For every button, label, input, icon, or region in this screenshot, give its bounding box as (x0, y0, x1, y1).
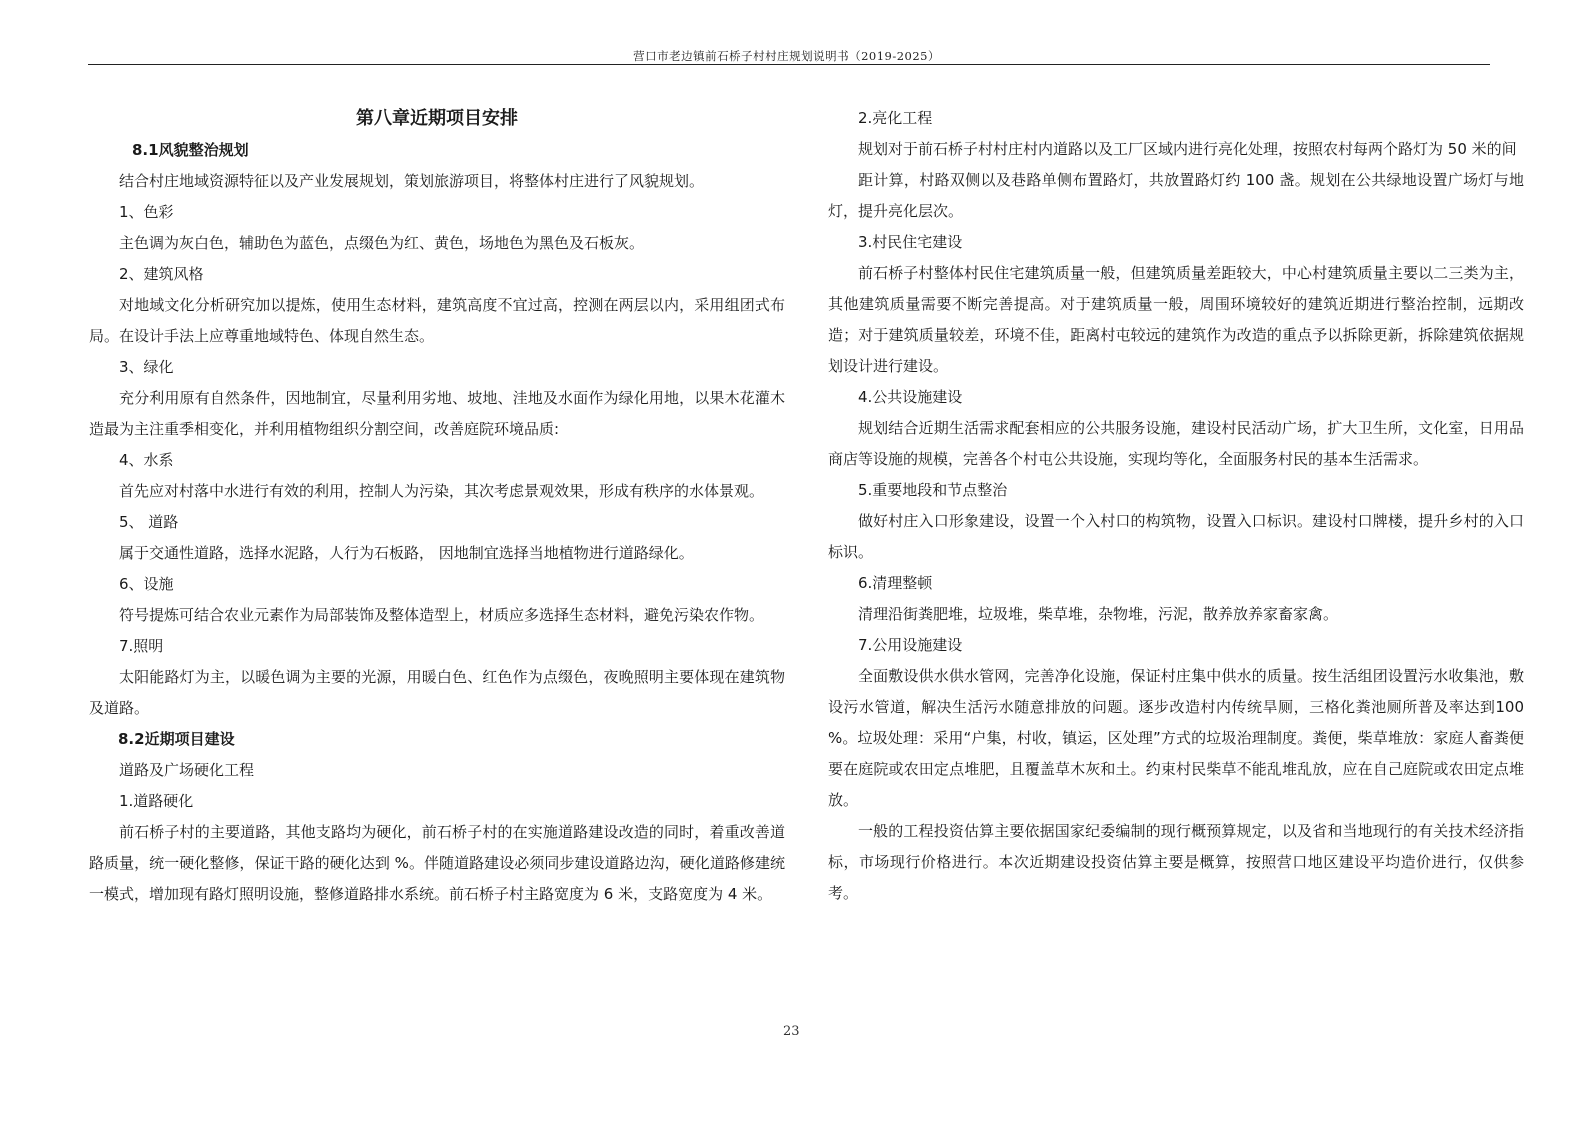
subheading: 6.清理整顿 (858, 574, 933, 592)
paragraph: 属于交通性道路，选择水泥路，人行为石板路， 因地制宜选择当地植物进行道路绿化。 (119, 544, 694, 562)
paragraph: 结合村庄地域资源特征以及产业发展规划，策划旅游项目，将整体村庄进行了风貌规划。 (119, 172, 705, 190)
paragraph: 全面敷设供水供水管网，完善净化设施，保证村庄集中供水的质量。按生活组团设置污水收集池，敷设污水管道，解决生活污水随意排放的问题。逐步改造村内传统旱厕，三格化粪池厕所普及率达到100 %。垃圾处理：采用“户集，村收，镇运，区处理”方式的垃圾治理制度。粪便，柴草堆放：家庭人畜粪便要在庭院或农田定点堆肥，且覆盖草木灰和土。约束村民柴草不能乱堆乱放，应在自己庭院或农田定点堆放。 (828, 667, 1524, 809)
left-column (89, 103, 785, 910)
paragraph: 清理沿街粪肥堆，垃圾堆，柴草堆，杂物堆，污泥，散养放养家畜家禽。 (858, 605, 1339, 623)
subheading: 4.公共设施建设 (858, 388, 963, 406)
paragraph: 前石桥子村整体村民住宅建筑质量一般，但建筑质量差距较大，中心村建筑质量主要以二三类为主， 其他建筑质量需要不断完善提高。对于建筑质量一般，周围环境较好的建筑近期进行整治控制，远期改造；对于建筑质量较差，环境不佳，距离村屯较远的建筑作为改造的重点予以拆除更新，拆除建筑依据规划设计进行建设。 (828, 264, 1524, 375)
paragraph: 主色调为灰白色，辅助色为蓝色，点缀色为红、黄色，场地色为黑色及石板灰。 (119, 234, 645, 252)
page-number: 23 (783, 1024, 800, 1039)
subheading: 7.照明 (119, 637, 164, 655)
subheading: 2、建筑风格 (119, 265, 204, 283)
paragraph: 一般的工程投资估算主要依据国家纪委编制的现行概预算规定，以及省和当地现行的有关技术经济指标，市场现行价格进行。本次近期建设投资估算主要是概算，按照营口地区建设平均造价进行，仅供参考。 (828, 822, 1524, 902)
paragraph: 规划结合近期生活需求配套相应的公共服务设施，建设村民活动广场，扩大卫生所，文化室，日用品商店等设施的规模，完善各个村屯公共设施，实现均等化，全面服务村民的基本生活需求。 (828, 419, 1524, 468)
chapter-title: 第八章近期项目安排 (356, 108, 518, 129)
subheading: 4、水系 (119, 451, 174, 469)
paragraph: 充分利用原有自然条件，因地制宜，尽量利用劣地、坡地、洼地及水面作为绿化用地，以果木花灌木造最为主注重季相变化，并利用植物组织分割空间，改善庭院环境品质: (89, 389, 785, 438)
subheading: 6、设施 (119, 575, 174, 593)
subheading: 3、绿化 (119, 358, 174, 376)
paragraph: 做好村庄入口形象建设，设置一个入村口的构筑物，设置入口标识。建设村口牌楼，提升乡村的入口标识。 (828, 512, 1524, 561)
paragraph: 太阳能路灯为主，以暖色调为主要的光源，用暖白色、红色作为点缀色，夜晚照明主要体现在建筑物及道路。 (89, 668, 785, 717)
paragraph: 首先应对村落中水进行有效的利用，控制人为污染，其次考虑景观效果，形成有秩序的水体景观。 (119, 482, 765, 500)
header-title: 营口市老边镇前石桥子村村庄规划说明书（2019-2025） (633, 49, 940, 63)
subheading: 2.亮化工程 (858, 109, 933, 127)
section-heading: 8.2近期项目建设 (118, 730, 235, 748)
subheading: 5、 道路 (119, 513, 179, 531)
paragraph: 距计算，村路双侧以及巷路单侧布置路灯，共放置路灯约 100 盏。规划在公共绿地设置广场灯与地灯，提升亮化层次。 (828, 171, 1524, 220)
subheading: 3.村民住宅建设 (858, 233, 963, 251)
section-heading: 8.1风貌整治规划 (132, 141, 249, 159)
paragraph: 对地域文化分析研究加以提炼，使用生态材料，建筑高度不宜过高，控测在两层以内，采用组团式布局。在设计手法上应尊重地域特色、体现自然生态。 (89, 296, 785, 345)
subheading: 1.道路硬化 (119, 792, 194, 810)
paragraph: 符号提炼可结合农业元素作为局部装饰及整体造型上，材质应多选择生态材料，避免污染农作物。 (119, 606, 765, 624)
subheading: 7.公用设施建设 (858, 636, 963, 654)
subheading: 道路及广场硬化工程 (119, 761, 255, 779)
subheading: 5.重要地段和节点整治 (858, 481, 1008, 499)
paragraph: 前石桥子村的主要道路，其他支路均为硬化，前石桥子村的在实施道路建设改造的同时，着重改善道路质量，统一硬化整修，保证干路的硬化达到 %。伴随道路建设必须同步建设道路边沟，硬化道路修建统一模式，增加现有路灯照明设施，整修道路排水系统。前石桥子村主路宽度为 6 米，支路宽度为 4 米。 (89, 823, 785, 903)
page-header (88, 44, 1490, 65)
subheading: 1、色彩 (119, 203, 174, 221)
paragraph: 规划对于前石桥子村村庄村内道路以及工厂区域内进行亮化处理，按照农村每两个路灯为 50 米的间 (858, 140, 1517, 158)
right-column (828, 103, 1524, 909)
